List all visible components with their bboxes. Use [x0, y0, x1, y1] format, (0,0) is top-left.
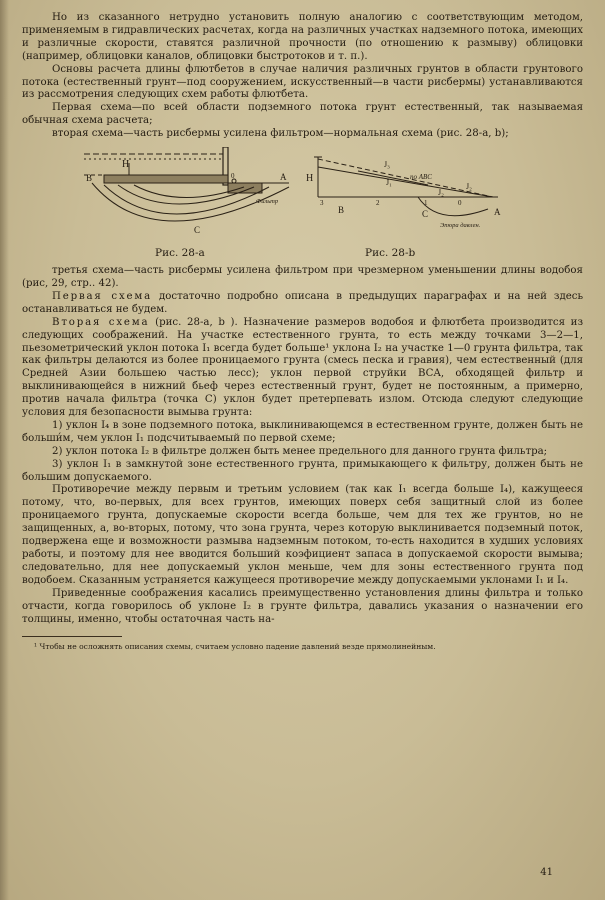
paragraph-6-text: достаточно подробно описана в предыдущих параграфах и на ней здесь останавливаться не будем.: [22, 290, 583, 315]
fig-b-label-b: B: [338, 205, 345, 216]
paragraph-7-text: (рис. 28-а, b ). Назначение размеров водобоя и флютбета производится из следующих соображений. На участке естественного грунта, то есть между точками 3—2—1, пьезометрический уклон потока I₁ всегда будет больше¹ уклона I₂ на участке 1—0 грунта фильтра, так как фильтры делаются из более проницаемого грунта (смесь песка и гравия), чем естественный (для Средней Азии большею частью лесс); уклон первой струйки BCA, обходящей фильтр и выклинивающейся в нижний бьеф через естественный грунт, будет не постоянным, а примерно, против начала фильтра (точка C) уклон будет претерпевать излом. Отсюда следуют следующие условия для безопасности вымыва грунта:: [22, 316, 584, 419]
fig-b-label-jf: J₂: [466, 182, 472, 192]
fig-a-label-0: 0: [231, 172, 235, 181]
fig-a-label-a: A: [280, 172, 287, 183]
paragraph-9: Приведенные соображения касались преимущественно установления длины фильтра и только отчасти, когда говорилось об уклоне I₂ в грунте фильтра, давались указания о назначении его толщины, именно, чтобы остаточная часть на-: [22, 587, 583, 625]
fig-b-label-n2: 2: [376, 199, 380, 208]
first-scheme-heading: Первая схема: [52, 290, 153, 302]
condition-3: 3) уклон I₁ в замкнутой зоне естественного грунта, примыкающего к фильтру, должен быть не большим допускаемого.: [22, 458, 583, 483]
footnote: ¹ Чтобы не осложнять описания схемы, считаем условно падение давлений везде прямолинейным.: [34, 642, 436, 652]
fig-b-label-j3: J₃: [384, 160, 390, 170]
fig-b-label-pressure: Эпюра давлен.: [440, 222, 481, 230]
paragraph-3: Первая схема—по всей области подземного потока грунт естественный, так называемая обычная схема расчета;: [22, 102, 583, 127]
fig-b-label-a: A: [494, 207, 501, 218]
fig-a-label-c: C: [194, 225, 201, 236]
page-number: 41: [540, 867, 553, 878]
fig-a-label-filter: Фильтр: [256, 198, 279, 206]
fig-b-label-c: C: [422, 209, 429, 220]
second-scheme-heading: Вторая схема: [52, 316, 150, 328]
condition-1: 1) уклон I₄ в зоне подземного потока, выклинивающемся в естественном грунте, должен быть не больши́м, чем уклон I₁ подсчитываемый по первой схеме;: [22, 419, 583, 444]
figure-28b: [298, 147, 513, 247]
fig-b-label-j1: J₁: [386, 178, 392, 188]
fig-b-label-abc: по ABC: [410, 173, 432, 182]
fig-b-label-j2: J₂: [438, 188, 444, 198]
fig-b-label-n3: 3: [320, 199, 324, 208]
figures-block: [22, 145, 583, 263]
figure-28a-caption: Рис. 28-а: [155, 247, 205, 260]
binding-shadow: [0, 0, 9, 900]
fig-a-label-b: B: [86, 173, 93, 184]
fig-b-label-n0: 0: [458, 199, 462, 208]
figure-28a: [84, 147, 299, 247]
fig-b-label-n1: 1: [424, 199, 428, 208]
condition-2: 2) уклон потока I₂ в фильтре должен быть менее предельного для данного грунта фильтра;: [52, 445, 548, 457]
figure-28b-caption: Рис. 28-b: [365, 247, 416, 260]
paragraph-8: Противоречие между первым и третьим условием (так как I₁ всегда больше I₄), кажущееся потому, что, во-первых, для всех грунтов, имеющих поверх себя защитный слой из более проницаемого грунта, допускаемые скорости всегда больше, чем для тех же грунтов, но не защищенных, а, во-вторых, потому, что зона грунта, через которую выклинивается подземный поток, подвержена еще и возможности размыва надземным потоком, то-есть находится в худших условиях работы, и поэтому для нее вводится больший коэфициент запаса в допускаемой скорости вымыва; следовательно, для нее допускаемый уклон меньше, чем для зоны естественного грунта под водобоем. Сказанным устраняется кажущееся противоречие между допускаемыми уклонами I₁ и I₄.: [22, 484, 583, 586]
fig-b-label-h: H: [306, 173, 314, 185]
paragraph-4: вторая схема—часть рисбермы усилена фильтром—нормальная схема (рис. 28-а, b);: [52, 128, 509, 140]
footnote-rule: [22, 636, 122, 637]
paragraph-2: Основы расчета длины флютбетов в случае наличия различных грунтов в области грунтового потока (естественный грунт—под сооружением, искусственный—в части рисбермы) устанавливаются из рассмотрения следующих схем работы флютбета.: [22, 63, 583, 101]
paragraph-6: [22, 291, 583, 317]
paragraph-1: Но из сказанного нетрудно установить полную аналогию с соответствующим методом, применяемым в гидравлических расчетах, когда на различных участках надземного потока, имеющих и различные скорости, ставятся различной прочности (по отношению к размыву) облицовки (например, облицовки каналов, облицовки быстротоков и т. п.).: [22, 12, 583, 62]
paragraph-5: третья схема—часть рисбермы усилена фильтром при чрезмерном уменьшении длины водобоя (рис, 29, стр.. 42).: [22, 265, 583, 289]
paragraph-7: [22, 317, 583, 420]
fig-a-label-h: H: [122, 159, 130, 171]
